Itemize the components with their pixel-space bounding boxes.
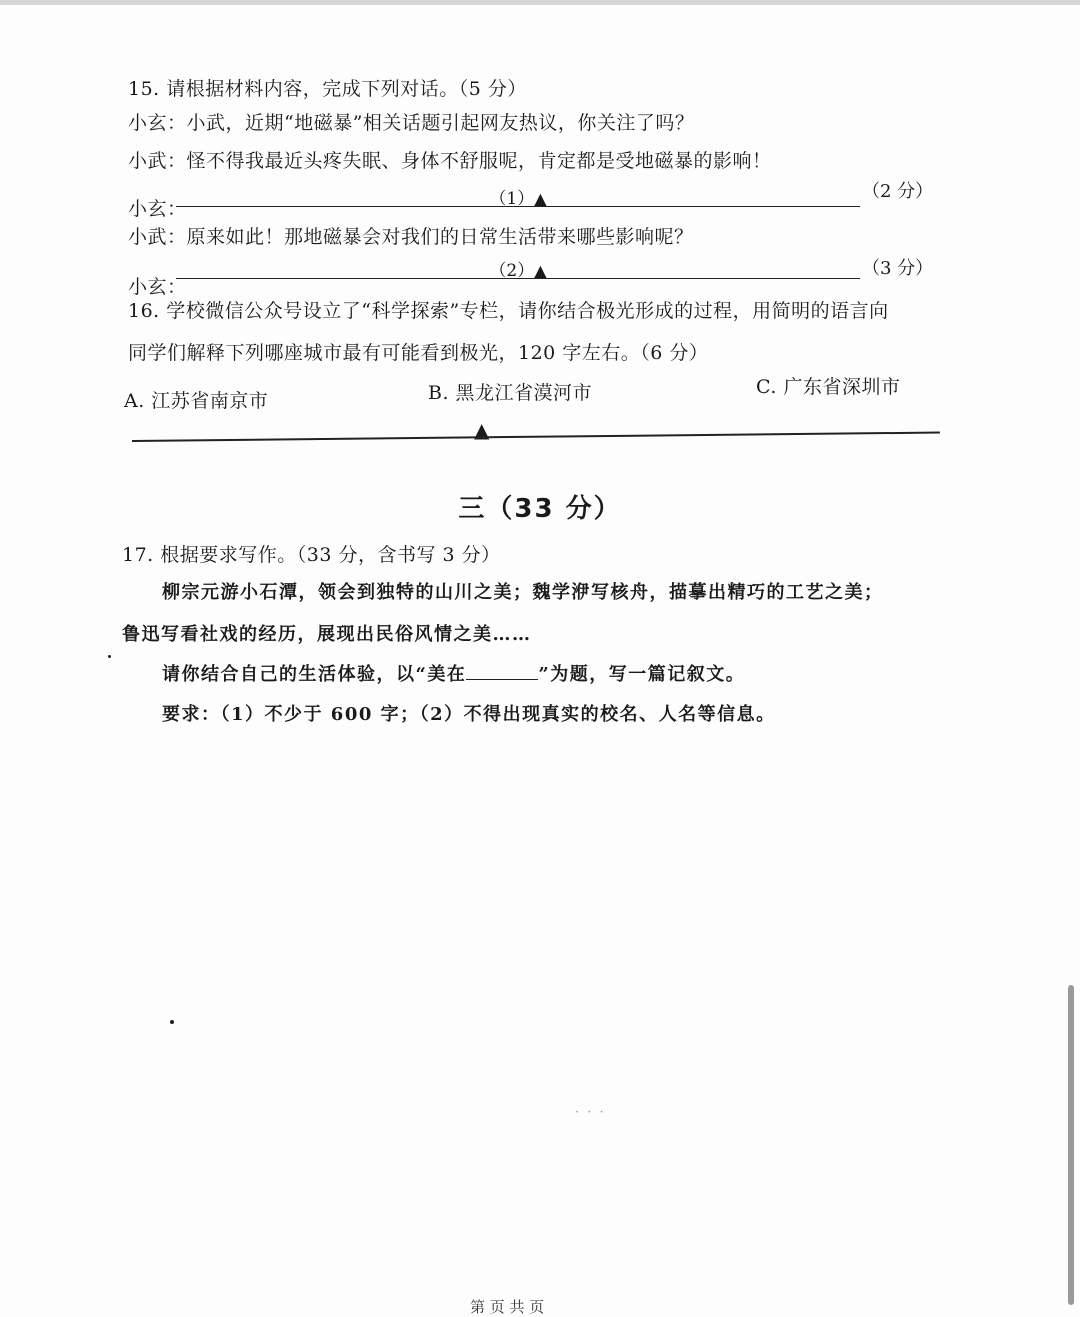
scan-edge (0, 0, 1080, 5)
q16-option-a: A. 江苏省南京市 (124, 390, 269, 412)
q17-material-line-2: 鲁迅写看社戏的经历，展现出民俗风情之美…… (122, 624, 532, 645)
triangle-icon: ▲ (474, 418, 490, 442)
vertical-scrollbar[interactable] (1068, 985, 1074, 1305)
scan-speck (108, 655, 111, 658)
q15-answer-blank-2[interactable] (176, 256, 860, 279)
title-blank[interactable] (466, 665, 538, 680)
blank-2-label: （2） (489, 261, 535, 281)
q16-option-b: B. 黑龙江省漠河市 (428, 382, 593, 404)
q16-prompt-line-2: 同学们解释下列哪座城市最有可能看到极光，120 字左右。（6 分） (128, 342, 709, 364)
blank-1-label: （1） (489, 189, 535, 209)
q15-prompt: 15. 请根据材料内容，完成下列对话。（5 分） (128, 78, 527, 100)
q15-blank-2-score: （3 分） (862, 258, 934, 279)
triangle-icon: ▲ (534, 261, 547, 280)
q15-speaker-xuan-1: 小玄： (128, 198, 187, 220)
q16-answer-line[interactable] (132, 432, 940, 442)
q16-option-c: C. 广东省深圳市 (756, 376, 901, 398)
q15-dialogue-line-1: 小玄：小武，近期“地磁暴”相关话题引起网友热议，你关注了吗？ (128, 112, 695, 134)
q15-dialogue-line-2: 小武：怪不得我最近头疼失眠、身体不舒服呢，肯定都是受地磁暴的影响！ (128, 150, 772, 172)
q17-requirements: 要求：（1）不少于 600 字；（2）不得出现真实的校名、人名等信息。 (162, 704, 776, 725)
q15-answer-blank-1[interactable] (176, 184, 860, 207)
q17-material-line-1: 柳宗元游小石潭，领会到独特的山川之美；魏学洢写核舟，描摹出精巧的工艺之美； (162, 582, 884, 603)
q17-task-prefix: 请你结合自己的生活体验，以“美在 (162, 664, 467, 685)
q15-speaker-xuan-2: 小玄： (128, 276, 187, 298)
q15-blank-1-score: （2 分） (862, 181, 934, 202)
page-footer: 第 页 共 页 (470, 1298, 545, 1316)
q17-task (162, 660, 745, 686)
triangle-icon: ▲ (534, 189, 547, 208)
scan-speck (170, 1020, 174, 1024)
q15-dialogue-line-4: 小武：原来如此！那地磁暴会对我们的日常生活带来哪些影响呢？ (128, 226, 694, 248)
q16-prompt-line-1: 16. 学校微信公众号设立了“科学探索”专栏，请你结合极光形成的过程，用简明的语言向 (128, 300, 889, 322)
scan-noise: · · · (575, 1105, 606, 1120)
q17-task-suffix: ”为题，写一篇记叙文。 (538, 664, 746, 685)
section-three-heading: 三（33 分） (458, 494, 622, 524)
q17-prompt: 17. 根据要求写作。（33 分，含书写 3 分） (122, 544, 501, 566)
